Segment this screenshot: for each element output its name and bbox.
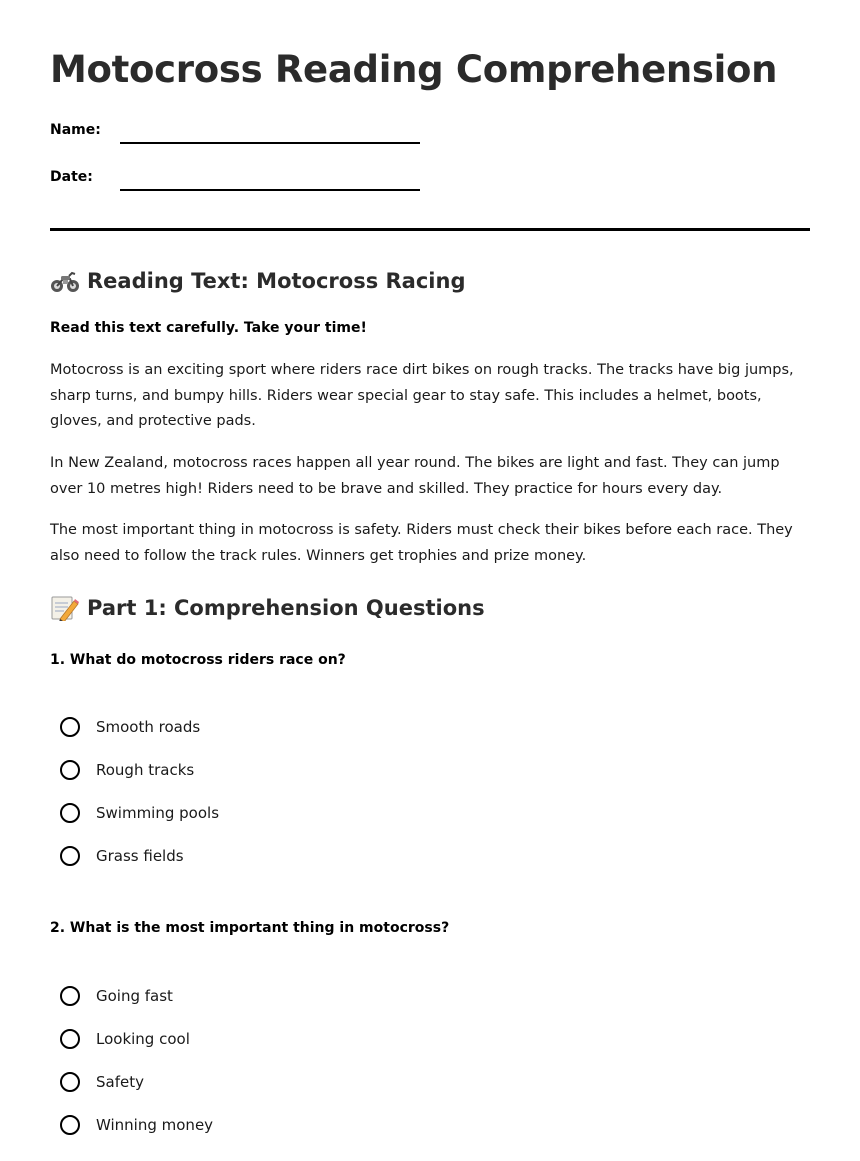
reading-heading-text: Reading Text: Motocross Racing bbox=[87, 269, 466, 293]
question-2: 2. What is the most important thing in motocross? bbox=[50, 920, 450, 936]
option-label: Smooth roads bbox=[96, 718, 201, 736]
q1-option-4[interactable] bbox=[60, 843, 184, 869]
option-label: Swimming pools bbox=[96, 804, 220, 822]
header-divider bbox=[50, 228, 810, 231]
radio-button[interactable] bbox=[60, 803, 80, 823]
date-field-row bbox=[50, 169, 470, 193]
q2-option-4[interactable] bbox=[60, 1112, 213, 1138]
q2-option-1[interactable] bbox=[60, 983, 173, 1009]
reading-heading bbox=[50, 268, 465, 294]
radio-button[interactable] bbox=[60, 846, 80, 866]
date-label: Date: bbox=[50, 169, 93, 185]
date-field[interactable] bbox=[120, 189, 420, 191]
reading-paragraph-2: In New Zealand, motocross races happen all year round. The bikes are light and fast. They can jump over 10 metres high! Riders need to be brave and skilled. They practice for hours every day. bbox=[50, 455, 780, 497]
page-title: Motocross Reading Comprehension bbox=[50, 48, 778, 91]
q1-option-3[interactable] bbox=[60, 800, 219, 826]
reading-paragraph-3: The most important thing in motocross is safety. Riders must check their bikes before each race. They also need to follow the track rules. Winners get trophies and prize money. bbox=[50, 522, 793, 564]
reading-instruction: Read this text carefully. Take your time! bbox=[50, 320, 367, 336]
radio-button[interactable] bbox=[60, 1115, 80, 1135]
memo-pencil-icon bbox=[50, 595, 80, 621]
radio-button[interactable] bbox=[60, 1029, 80, 1049]
option-label: Safety bbox=[96, 1073, 144, 1091]
name-label: Name: bbox=[50, 122, 101, 138]
motorcycle-icon bbox=[50, 268, 80, 294]
reading-paragraph-1: Motocross is an exciting sport where riders race dirt bikes on rough tracks. The tracks have big jumps, sharp turns, and bumpy hills. Riders wear special gear to stay safe. This includes a helmet, boots, gloves, and protective pads. bbox=[50, 362, 794, 429]
option-label: Going fast bbox=[96, 987, 173, 1005]
radio-button[interactable] bbox=[60, 1072, 80, 1092]
radio-button[interactable] bbox=[60, 717, 80, 737]
option-label: Rough tracks bbox=[96, 761, 195, 779]
part1-heading-text: Part 1: Comprehension Questions bbox=[87, 596, 485, 620]
radio-button[interactable] bbox=[60, 760, 80, 780]
part1-heading bbox=[50, 595, 485, 621]
question-1: 1. What do motocross riders race on? bbox=[50, 652, 346, 668]
name-field[interactable] bbox=[120, 142, 420, 144]
name-field-row bbox=[50, 122, 470, 146]
q1-option-1[interactable] bbox=[60, 714, 200, 740]
radio-button[interactable] bbox=[60, 986, 80, 1006]
option-label: Grass fields bbox=[96, 847, 184, 865]
option-label: Looking cool bbox=[96, 1030, 190, 1048]
option-label: Winning money bbox=[96, 1116, 214, 1134]
q2-option-3[interactable] bbox=[60, 1069, 144, 1095]
q1-option-2[interactable] bbox=[60, 757, 194, 783]
q2-option-2[interactable] bbox=[60, 1026, 190, 1052]
